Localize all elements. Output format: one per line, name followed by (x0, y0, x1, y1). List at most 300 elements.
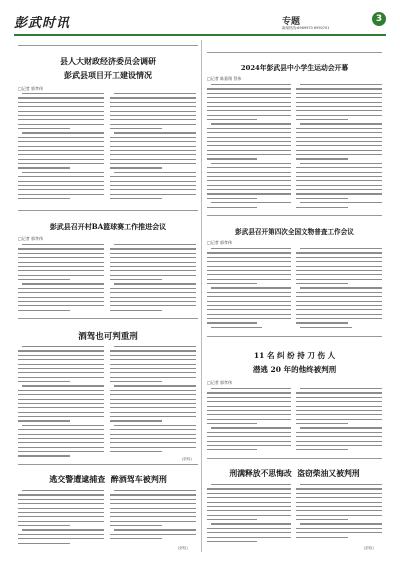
text-line (207, 150, 291, 151)
headline-rule (18, 45, 198, 46)
text-line (296, 528, 382, 529)
text-line (207, 532, 291, 533)
text-line (110, 154, 196, 155)
text-line (18, 141, 104, 142)
article-body (207, 484, 291, 546)
text-line (18, 305, 104, 306)
article-headline: 县人大财政经济委员会调研 (60, 56, 156, 66)
text-line (207, 185, 291, 186)
text-line (18, 124, 104, 125)
text-line (207, 309, 291, 310)
text-line (18, 270, 104, 271)
text-line (18, 275, 104, 276)
text-line (114, 385, 196, 386)
text-line (207, 172, 291, 173)
text-line (207, 270, 291, 271)
text-line (110, 429, 196, 430)
text-line (110, 275, 196, 276)
text-line (296, 436, 382, 437)
text-line (207, 106, 291, 107)
text-line (207, 541, 257, 542)
text-line (296, 279, 382, 280)
text-line (110, 167, 162, 168)
text-line (18, 257, 104, 258)
article-separator (207, 458, 382, 459)
text-line (18, 119, 104, 120)
text-line (296, 423, 348, 424)
text-line (110, 350, 196, 351)
text-line (207, 488, 291, 489)
text-line (18, 350, 104, 351)
text-line (114, 490, 196, 491)
text-line (18, 538, 104, 539)
article-byline: □记者 郭孝伟 (18, 86, 44, 91)
text-line (110, 115, 196, 116)
text-line (296, 145, 382, 146)
text-line (18, 364, 104, 365)
text-line (207, 419, 291, 420)
article-separator (18, 210, 198, 211)
text-line (207, 137, 291, 138)
text-line (110, 111, 196, 112)
text-line (207, 279, 291, 280)
text-line (207, 115, 291, 116)
text-line (296, 537, 348, 538)
article-body (207, 84, 291, 210)
text-line (18, 102, 104, 103)
text-line (296, 172, 382, 173)
text-line (207, 528, 291, 529)
text-line (110, 412, 196, 413)
article-body (110, 490, 196, 544)
headline-part: 逃交警遭逮捕查 (49, 474, 106, 484)
article-separator (207, 336, 382, 337)
text-line (211, 248, 291, 249)
text-line (114, 132, 196, 133)
text-line (18, 377, 104, 378)
text-line (110, 176, 196, 177)
text-line (18, 512, 104, 513)
text-line (300, 427, 382, 428)
text-line (18, 248, 104, 249)
text-line (18, 394, 104, 395)
section-tag: 专题 (282, 17, 301, 27)
article-headline: 11 名 纠 纷 持 刀 伤 人 (253, 351, 336, 360)
text-line (296, 392, 382, 393)
text-line (207, 198, 257, 199)
text-line (110, 146, 196, 147)
masthead-meta: 新闻热线:6969970 6950701 (282, 26, 330, 30)
text-line (207, 397, 291, 398)
masthead-rule (14, 34, 386, 36)
text-line (296, 506, 382, 507)
text-line (296, 419, 382, 420)
article-headline: 彭武县召开第四次全国文物普查工作会议 (235, 228, 354, 236)
text-line (18, 266, 104, 267)
text-line (296, 150, 382, 151)
text-line (22, 244, 104, 245)
text-line (207, 141, 291, 142)
text-line (296, 207, 348, 208)
text-line (110, 381, 162, 382)
text-line (18, 198, 70, 199)
text-line (296, 410, 382, 411)
text-line (110, 150, 196, 151)
text-line (296, 432, 382, 433)
text-line (207, 193, 291, 194)
text-line (296, 445, 382, 446)
text-line (22, 132, 104, 133)
text-line (207, 401, 291, 402)
text-line (207, 274, 291, 275)
text-line (296, 266, 382, 267)
text-line (207, 406, 291, 407)
text-line (296, 449, 348, 450)
text-line (207, 506, 291, 507)
article-headline-line2: 彭武县项目开工建设情况 (64, 70, 152, 80)
text-line (207, 252, 291, 253)
text-line (114, 425, 196, 426)
text-line (18, 194, 104, 195)
text-line (296, 176, 382, 177)
text-line (110, 266, 196, 267)
text-line (207, 88, 291, 89)
text-line (110, 301, 196, 302)
text-line (207, 176, 291, 177)
text-line (18, 301, 104, 302)
text-line (296, 532, 382, 533)
text-line (18, 288, 104, 289)
text-line (207, 510, 291, 511)
text-line (110, 279, 162, 280)
text-line (296, 397, 382, 398)
text-line (207, 322, 257, 323)
text-line (296, 305, 382, 306)
article-body (207, 248, 291, 332)
text-line (22, 529, 104, 530)
text-line (207, 283, 257, 284)
text-line (296, 309, 382, 310)
text-line (211, 388, 291, 389)
text-line (18, 381, 70, 382)
text-line (296, 110, 382, 111)
text-line (18, 442, 104, 443)
article-headline (18, 474, 198, 485)
text-line (22, 346, 104, 347)
text-line (296, 252, 382, 253)
text-line (110, 248, 196, 249)
text-line (211, 427, 291, 428)
text-line (296, 102, 382, 103)
text-line (296, 106, 382, 107)
text-line (18, 434, 104, 435)
article-separator (207, 215, 382, 216)
text-line (110, 198, 162, 199)
text-line (18, 159, 104, 160)
text-line (18, 508, 104, 509)
text-line (296, 406, 382, 407)
text-line (18, 525, 70, 526)
text-line (296, 198, 348, 199)
text-line (207, 414, 291, 415)
text-line (18, 181, 104, 182)
text-line (18, 416, 104, 417)
text-line (207, 515, 291, 516)
text-line (296, 93, 382, 94)
text-line (18, 137, 104, 138)
text-line (296, 292, 382, 293)
text-line (110, 137, 196, 138)
text-line (207, 318, 291, 319)
text-line (300, 123, 382, 124)
text-line (110, 407, 196, 408)
text-line (207, 445, 291, 446)
text-line (18, 543, 70, 544)
text-line (22, 490, 104, 491)
text-line (18, 106, 104, 107)
article-body (18, 93, 104, 203)
text-line (110, 368, 196, 369)
text-line (296, 180, 382, 181)
article-separator (18, 464, 198, 465)
text-line (207, 436, 291, 437)
text-line (110, 534, 196, 535)
text-line (110, 124, 196, 125)
article-body (296, 248, 382, 332)
text-line (18, 399, 104, 400)
text-line (18, 154, 104, 155)
text-line (110, 499, 196, 500)
text-line (296, 322, 348, 323)
text-line (207, 154, 291, 155)
text-line (110, 310, 162, 311)
text-line (296, 189, 382, 190)
text-line (211, 484, 291, 485)
article-byline: □记者 郭孝伟 (18, 236, 44, 241)
headline-part: 醉酒驾车被判刑 (110, 474, 167, 484)
newspaper-logo: 彭武时讯 (14, 16, 71, 31)
text-line (300, 327, 352, 328)
text-line (110, 451, 162, 452)
text-line (22, 93, 104, 94)
text-line (296, 283, 348, 284)
text-line (110, 372, 196, 373)
text-line (18, 262, 104, 263)
text-line (110, 257, 196, 258)
text-line (110, 420, 162, 421)
text-line (18, 310, 70, 311)
text-line (22, 172, 104, 173)
text-line (300, 84, 382, 85)
text-line (296, 128, 382, 129)
text-line (207, 392, 291, 393)
text-line (296, 257, 382, 258)
article-body (296, 484, 382, 542)
text-line (114, 283, 196, 284)
text-line (211, 84, 291, 85)
text-line (18, 355, 104, 356)
text-line (22, 425, 104, 426)
text-line (110, 355, 196, 356)
text-line (207, 102, 291, 103)
text-line (296, 519, 348, 520)
text-line (18, 451, 104, 452)
text-line (110, 181, 196, 182)
text-line (18, 150, 104, 151)
text-line (207, 119, 257, 120)
text-line (207, 167, 291, 168)
text-line (110, 447, 196, 448)
text-line (18, 412, 104, 413)
article-byline: □记者 郭孝伟 (207, 380, 233, 385)
text-line (110, 159, 196, 160)
text-line (211, 202, 291, 203)
text-line (296, 414, 382, 415)
text-line (207, 410, 291, 411)
article-credit: (彭检) (182, 457, 192, 461)
text-line (207, 305, 291, 306)
text-line (114, 93, 196, 94)
text-line (18, 189, 104, 190)
text-line (296, 261, 382, 262)
text-line (110, 403, 196, 404)
text-line (110, 538, 162, 539)
text-line (296, 141, 382, 142)
text-line (207, 158, 257, 159)
article-headline: 2024年彭武县中小学生运动会开幕 (240, 64, 349, 72)
text-line (207, 537, 291, 538)
text-line (296, 301, 382, 302)
text-line (114, 244, 196, 245)
article-body (110, 244, 196, 314)
text-line (207, 497, 291, 498)
text-line (211, 123, 291, 124)
article-credit: (彭检) (364, 546, 374, 550)
text-line (296, 497, 382, 498)
text-line (110, 262, 196, 263)
text-line (110, 97, 196, 98)
text-line (18, 407, 104, 408)
article-byline: □记者 陈嘉翔 蔡伟 (207, 76, 242, 81)
text-line (18, 516, 104, 517)
text-line (18, 372, 104, 373)
text-line (18, 297, 104, 298)
article-body (296, 388, 382, 454)
text-line (207, 301, 291, 302)
text-line (211, 287, 291, 288)
text-line (18, 368, 104, 369)
text-line (18, 115, 104, 116)
text-line (18, 167, 70, 168)
text-line (18, 253, 104, 254)
text-line (18, 503, 104, 504)
text-line (22, 283, 104, 284)
headline-part: 刑满释放不思悔改 (229, 469, 292, 478)
text-line (207, 132, 291, 133)
text-line (207, 145, 291, 146)
text-line (296, 154, 382, 155)
text-line (110, 512, 196, 513)
text-line (18, 403, 104, 404)
text-line (207, 502, 291, 503)
text-line (296, 158, 348, 159)
text-line (296, 502, 382, 503)
text-line (207, 257, 291, 258)
text-line (296, 314, 382, 315)
text-line (110, 194, 196, 195)
text-line (110, 189, 196, 190)
text-line (300, 388, 382, 389)
text-line (18, 111, 104, 112)
text-line (110, 399, 196, 400)
text-line (114, 529, 196, 530)
text-line (207, 314, 291, 315)
text-line (207, 432, 291, 433)
article-body (110, 93, 196, 203)
page-number-badge: 3 (372, 12, 386, 26)
text-line (110, 141, 196, 142)
text-line (110, 364, 196, 365)
headline-part: 盗窃柴油又被判刑 (297, 469, 360, 478)
text-line (110, 416, 196, 417)
text-line (207, 296, 291, 297)
text-line (110, 434, 196, 435)
text-line (300, 523, 382, 524)
text-line (110, 119, 196, 120)
text-line (207, 441, 291, 442)
text-line (110, 442, 196, 443)
text-line (207, 97, 291, 98)
text-line (207, 110, 291, 111)
text-line (110, 106, 196, 107)
text-line (110, 270, 196, 271)
headline-rule (207, 52, 382, 53)
text-line (207, 261, 291, 262)
text-line (296, 441, 382, 442)
text-line (296, 401, 382, 402)
text-line (110, 521, 196, 522)
text-line (211, 327, 261, 328)
text-line (296, 274, 382, 275)
article-separator (18, 318, 198, 319)
text-line (296, 515, 382, 516)
text-line (110, 377, 196, 378)
text-line (296, 488, 382, 489)
text-line (207, 207, 257, 208)
article-body (18, 346, 104, 460)
article-credit: (彭检) (178, 546, 188, 550)
text-line (110, 288, 196, 289)
text-line (18, 146, 104, 147)
text-line (22, 385, 104, 386)
text-line (110, 102, 196, 103)
text-line (300, 163, 382, 164)
text-line (300, 484, 382, 485)
text-line (110, 508, 196, 509)
article-headline: 彭武县召开村BA篮球赛工作推进会议 (49, 222, 167, 231)
text-line (296, 318, 382, 319)
article-headline (207, 468, 382, 479)
text-line (110, 494, 196, 495)
text-line (18, 163, 104, 164)
text-line (296, 493, 382, 494)
text-line (296, 119, 348, 120)
text-line (296, 115, 382, 116)
article-headline-line2: 潜逃 20 年的他终被判刑 (252, 365, 337, 374)
page-masthead (14, 12, 386, 34)
text-line (18, 279, 70, 280)
text-line (110, 163, 196, 164)
